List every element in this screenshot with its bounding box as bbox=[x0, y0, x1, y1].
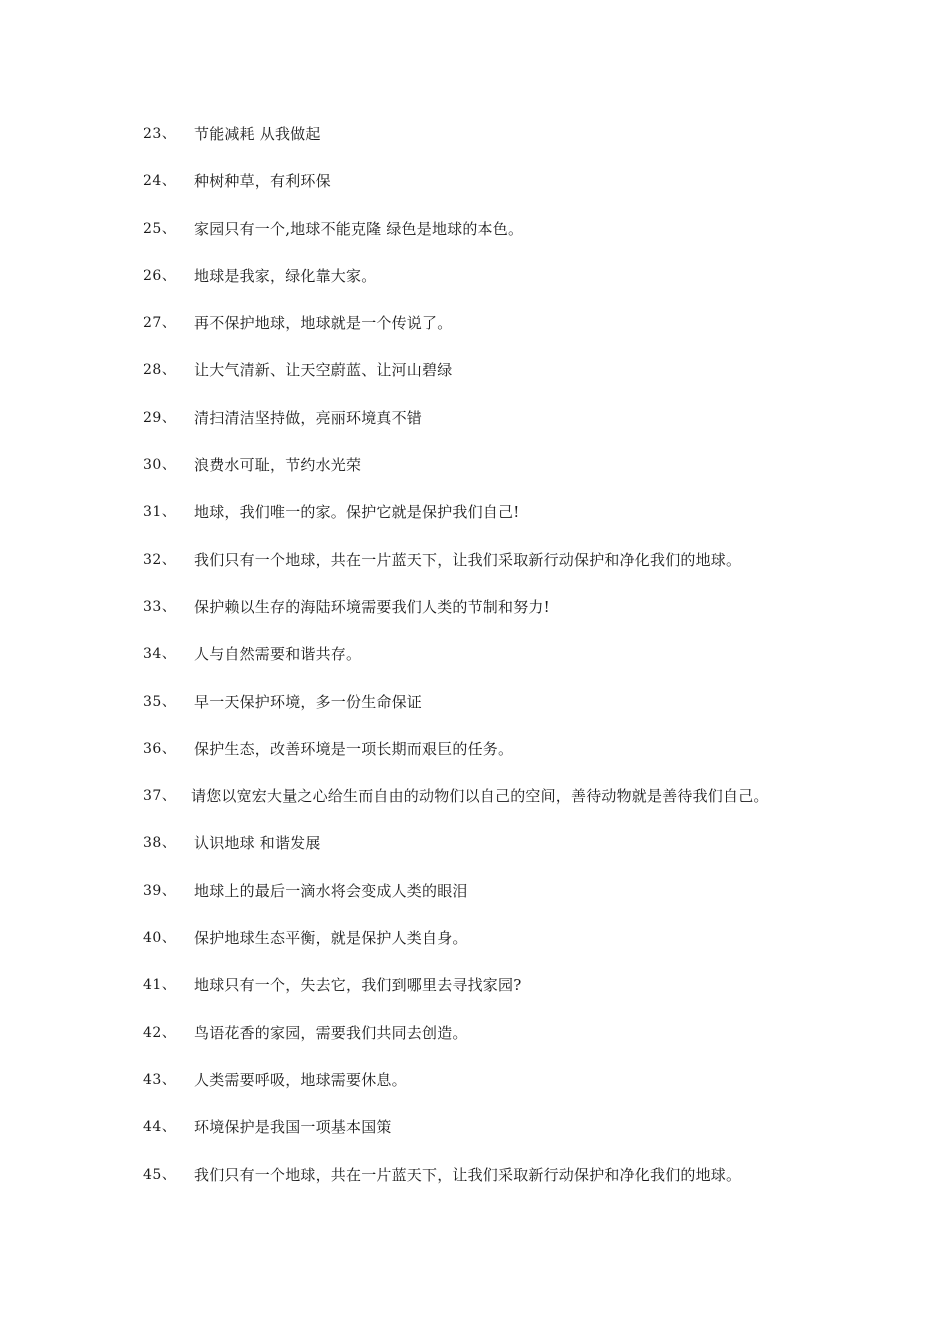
item-number: 43、 bbox=[143, 1071, 177, 1088]
item-number: 25、 bbox=[143, 220, 177, 237]
item-text: 浪费水可耻，节约水光荣 bbox=[194, 456, 362, 475]
item-number: 29、 bbox=[143, 409, 177, 426]
item-text: 种树种草，有利环保 bbox=[194, 172, 331, 191]
item-text: 环境保护是我国一项基本国策 bbox=[194, 1118, 392, 1137]
list-item bbox=[143, 124, 923, 171]
item-number: 38、 bbox=[143, 835, 177, 852]
item-number: 34、 bbox=[143, 646, 177, 663]
item-number: 23、 bbox=[143, 126, 177, 142]
list-item bbox=[143, 644, 923, 691]
item-number: 36、 bbox=[143, 740, 177, 757]
item-text: 保护赖以生存的海陆环境需要我们人类的节制和努力! bbox=[194, 597, 550, 616]
item-number: 26、 bbox=[143, 267, 177, 284]
list-item bbox=[143, 597, 923, 644]
slogan-list bbox=[143, 124, 923, 1212]
item-text: 再不保护地球，地球就是一个传说了。 bbox=[194, 314, 453, 333]
item-text: 早一天保护环境，多一份生命保证 bbox=[194, 692, 423, 711]
list-item bbox=[143, 1165, 923, 1212]
item-number: 30、 bbox=[143, 457, 177, 474]
list-item bbox=[143, 975, 923, 1022]
item-number: 40、 bbox=[143, 930, 177, 947]
item-text: 鸟语花香的家园，需要我们共同去创造。 bbox=[194, 1023, 468, 1042]
item-number: 41、 bbox=[143, 977, 177, 994]
list-item bbox=[143, 266, 923, 313]
item-number: 42、 bbox=[143, 1024, 177, 1041]
list-item bbox=[143, 171, 923, 218]
item-number: 28、 bbox=[143, 362, 177, 379]
list-item bbox=[143, 833, 923, 880]
list-item bbox=[143, 1023, 923, 1070]
item-text: 认识地球 和谐发展 bbox=[194, 834, 321, 853]
item-number: 45、 bbox=[143, 1166, 177, 1183]
item-number: 31、 bbox=[143, 504, 177, 521]
item-number: 32、 bbox=[143, 551, 177, 568]
item-text: 人类需要呼吸，地球需要休息。 bbox=[194, 1070, 407, 1089]
item-text: 地球是我家，绿化靠大家。 bbox=[194, 266, 377, 285]
item-number: 39、 bbox=[143, 882, 177, 899]
list-item bbox=[143, 739, 923, 786]
item-text: 我们只有一个地球，共在一片蓝天下，让我们采取新行动保护和净化我们的地球。 bbox=[194, 1165, 742, 1184]
list-item bbox=[143, 455, 923, 502]
list-item bbox=[143, 1117, 923, 1164]
item-text: 请您以宽宏大量之心给生而自由的动物们以自己的空间，善待动物就是善待我们自己。 bbox=[191, 787, 769, 806]
item-text: 我们只有一个地球，共在一片蓝天下，让我们采取新行动保护和净化我们的地球。 bbox=[194, 550, 742, 569]
item-number: 37、 bbox=[143, 788, 177, 805]
item-text: 让大气清新、让天空蔚蓝、让河山碧绿 bbox=[194, 361, 453, 380]
item-text: 地球只有一个，失去它，我们到哪里去寻找家园? bbox=[194, 976, 522, 995]
item-text: 清扫清洁坚持做，亮丽环境真不错 bbox=[194, 408, 423, 427]
list-item bbox=[143, 928, 923, 975]
item-number: 33、 bbox=[143, 598, 177, 615]
list-item bbox=[143, 550, 923, 597]
item-number: 44、 bbox=[143, 1119, 177, 1136]
list-item bbox=[143, 219, 923, 266]
item-text: 节能减耗 从我做起 bbox=[194, 125, 321, 143]
item-text: 家园只有一个,地球不能克隆 绿色是地球的本色。 bbox=[194, 219, 524, 238]
list-item bbox=[143, 1070, 923, 1117]
item-number: 27、 bbox=[143, 315, 177, 332]
list-item bbox=[143, 502, 923, 549]
item-text: 人与自然需要和谐共存。 bbox=[194, 645, 362, 664]
list-item bbox=[143, 881, 923, 928]
list-item bbox=[143, 408, 923, 455]
list-item bbox=[143, 786, 923, 833]
item-text: 保护生态，改善环境是一项长期而艰巨的任务。 bbox=[194, 739, 514, 758]
list-item bbox=[143, 313, 923, 360]
item-text: 地球上的最后一滴水将会变成人类的眼泪 bbox=[194, 881, 468, 900]
item-text: 保护地球生态平衡，就是保护人类自身。 bbox=[194, 929, 468, 948]
item-number: 24、 bbox=[143, 173, 177, 190]
list-item bbox=[143, 360, 923, 407]
item-text: 地球，我们唯一的家。保护它就是保护我们自己! bbox=[194, 503, 520, 522]
item-number: 35、 bbox=[143, 693, 177, 710]
list-item bbox=[143, 692, 923, 739]
